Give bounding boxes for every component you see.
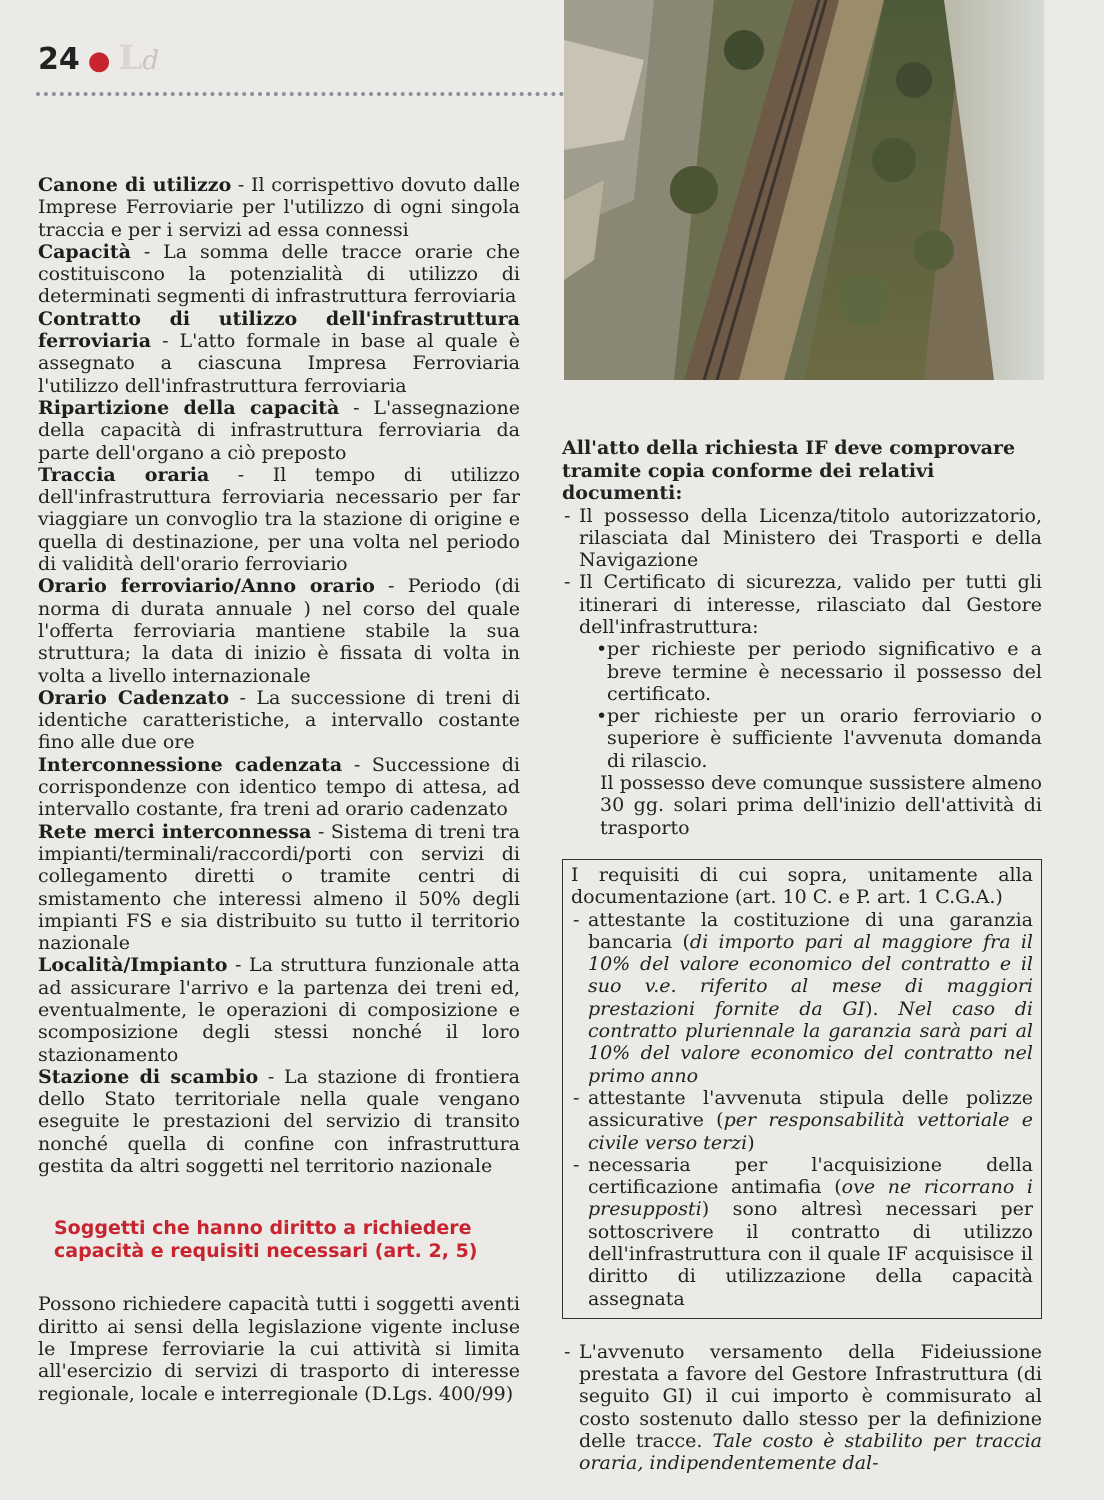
glossary-entry: Orario ferroviario/Anno orario - Periodo (di norma di durata annuale ) nel corso del quale l'offerta ferroviaria mantiene stabile la sua struttura; la data di inizio è fissata di volta in volta a livello internazionale (38, 575, 520, 687)
dotted-rule (36, 92, 564, 96)
left-column (38, 174, 520, 1405)
section-heading: Soggetti che hanno diritto a richiedere capacità e requisiti necessari (art. 2, 5) (54, 1217, 478, 1263)
requirement-item: - Il possesso della Licenza/titolo autorizzatorio, rilasciata dal Ministero dei Trasporti e della Navigazione (562, 505, 1042, 572)
box-item: - necessaria per l'acquisizione della certificazione antimafia (ove ne ricorrano i presupposti) sono altresì necessari per sottoscrivere il contratto di utilizzo dell'infrastruttura con il quale IF acquisisce il diritto di utilizzazione della capacità assegnata (571, 1154, 1033, 1310)
glossary-entry: Stazione di scambio - La stazione di frontiera dello Stato territoriale nella quale vengano eseguite le prestazioni del servizio di transito nonché quella di confine con infrastruttura gestita da altri soggetti nel territorio nazionale (38, 1065, 520, 1178)
glossary-entry: Interconnessione cadenzata - Successione di corrispondenze con identico tempo di attesa, ad intervallo costante, fra treni ad orario cadenzato (38, 753, 520, 821)
glossary-entry: Traccia oraria - Il tempo di utilizzo dell'infrastruttura ferroviaria necessario per far viaggiare un convoglio tra la stazione di origine e quella di destinazione, per una volta nel periodo di validità dell'orario ferroviario (38, 463, 520, 576)
box-item: - attestante la costituzione di una garanzia bancaria (di importo pari al maggiore fra il 10% del valore economico del contratto e il suo v.e. riferito al mese di maggiori prestazioni fornite da GI). Nel caso di contratto pluriennale la garanzia sarà pari al 10% del valore economico del contratto nel primo anno (571, 909, 1033, 1087)
requirements-box (562, 859, 1042, 1319)
page-folio (38, 38, 159, 88)
page-number: 24 (38, 42, 80, 77)
glossary-entry: Rete merci interconnessa - Sistema di treni tra impianti/terminali/raccordi/porti con servizi di collegamento diretti o tramite centri di smistamento che interessi almeno il 50% degli impianti FS e sia distribuito su tutto il territorio nazionale (38, 820, 520, 955)
glossary-entry: Contratto di utilizzo dell'infrastruttura ferroviaria - L'atto formale in base al quale è assegnato a ciascuna Impresa Ferroviaria l'utilizzo dell'infrastruttura ferroviaria (38, 307, 520, 397)
glossary-entry: Orario Cadenzato - La successione di treni di identiche caratteristiche, a intervallo costante fino alle due ore (38, 686, 520, 754)
final-paragraph: - L'avvenuto versamento della Fideiussione prestata a favore del Gestore Infrastruttura (di seguito GI) il cui importo è commisurato al costo sostenuto dallo stesso per la definizione delle tracce. Tale costo è stabilito per traccia oraria, indipendentemente dal- (562, 1341, 1042, 1475)
glossary-entry: Ripartizione della capacità - L'assegnazione della capacità di infrastruttura ferroviaria da parte dell'organo a ciò preposto (38, 396, 520, 464)
folio-dot-icon: ● (87, 46, 111, 76)
requirement-note: Il possesso deve comunque sussistere almeno 30 gg. solari prima dell'inizio dell'attività di trasporto (600, 772, 1042, 839)
glossary-entry: Capacità - La somma delle tracce orarie che costituiscono la potenzialità di utilizzo di determinati segmenti di infrastruttura ferroviaria (38, 240, 520, 308)
requirement-bullet: • per richieste per un orario ferroviario o superiore è sufficiente l'avvenuta domanda di rilascio. (562, 705, 1042, 772)
right-column (562, 437, 1042, 1475)
box-item: - attestante l'avvenuta stipula delle polizze assicurative (per responsabilità vettoriale e civile verso terzi) (571, 1087, 1033, 1154)
requirements-heading: All'atto della richiesta IF deve comprovare tramite copia conforme dei relativi documenti: (562, 437, 1016, 504)
section-body: Possono richiedere capacità tutti i soggetti aventi diritto ai sensi della legislazione vigente incluse le Imprese ferroviarie la cui attività si limita all'esercizio di servizi di trasporto di interesse regionale, locale e interregionale (D.Lgs. 400/99) (38, 1293, 520, 1405)
box-lead: I requisiti di cui sopra, unitamente alla documentazione (art. 10 C. e P. art. 1 C.G.A.) (571, 863, 1033, 909)
requirement-bullet: • per richieste per periodo significativo e a breve termine è necessario il possesso del certificato. (562, 638, 1042, 705)
glossary-entry: Località/Impianto - La struttura funzionale atta ad assicurare l'arrivo e la partenza dei treni ed, eventualmente, le operazioni di composizione e scomposizione degli stessi nonché il loro stazionamento (38, 954, 520, 1066)
glossary-entry: Canone di utilizzo - Il corrispettivo dovuto dalle Imprese Ferroviarie per l'utilizzo di ogni singola traccia e per i servizi ad essa connessi (38, 174, 521, 241)
railway-photo (564, 0, 1044, 380)
glossary (38, 174, 520, 1177)
requirement-item: - Il Certificato di sicurezza, valido per tutti gli itinerari di interesse, rilasciato dal Gestore dell'infrastruttura: (562, 571, 1042, 638)
magazine-logo: Ld (118, 38, 159, 78)
